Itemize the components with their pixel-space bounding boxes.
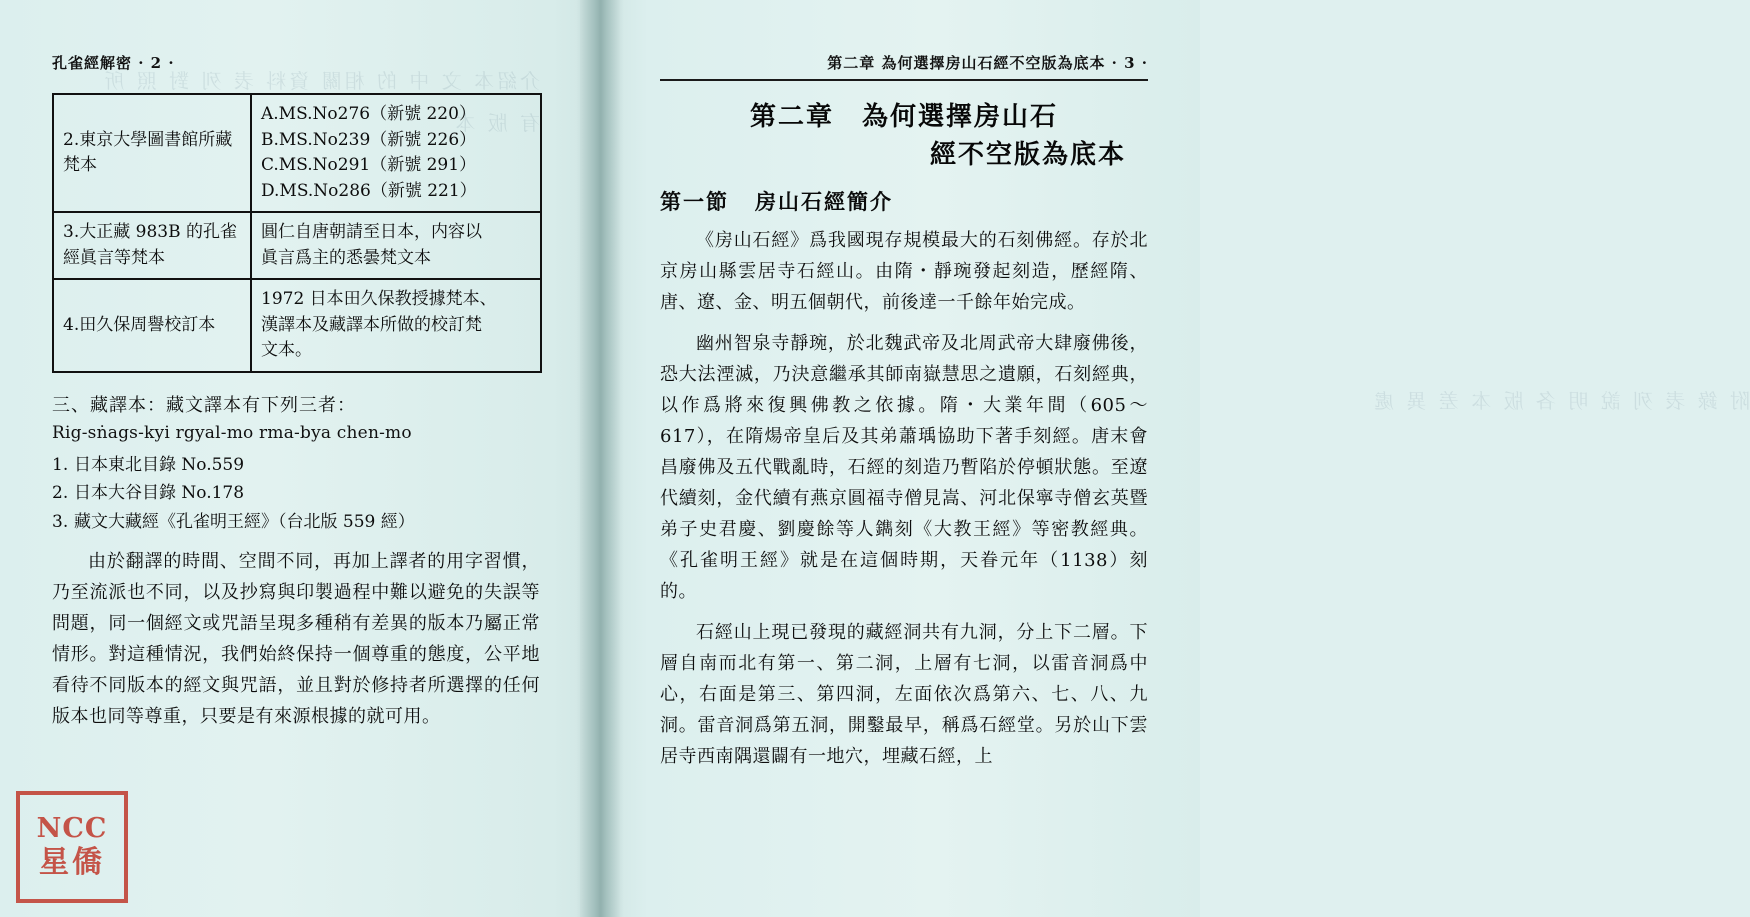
tibetan-section-title: 三、藏譯本：藏文譯本有下列三者： [52, 394, 356, 416]
table-row [53, 212, 541, 279]
content-line: C.MS.No291（新號 291） [261, 155, 477, 175]
list-item-label: 藏文大藏經《孔雀明王經》（台北版 559 經） [74, 512, 415, 533]
content-line: D.MS.No286（新號 221） [261, 180, 477, 201]
bleed-through-text-left: 介紹本 文 中 的 相關 資料 表 列 對 照 所 有 版 本 [101, 69, 540, 135]
left-page [0, 0, 580, 917]
stamp-bottom-text: 星僑 [39, 845, 105, 881]
content-line: 眞言爲主的悉曇梵文本 [261, 247, 431, 268]
list-item [52, 479, 540, 508]
content-line: 1972 日本田久保教授據梵本、 [261, 289, 497, 309]
content-line: 漢譯本及藏譯本所做的校訂梵 [261, 314, 482, 335]
right-page [620, 0, 1750, 917]
table-cell-content [251, 279, 541, 372]
table-row [53, 94, 541, 212]
list-item [52, 508, 540, 537]
chapter-title-line2: 經不空版為底本 [929, 139, 1126, 170]
row-label-text: 4.田久保周譽校訂本 [63, 314, 216, 335]
content-line: B.MS.No239（新號 226） [261, 129, 477, 150]
right-body-paragraph: 幽州智泉寺靜琬，於北魏武帝及北周武帝大肆廢佛後，恐大法湮滅，乃決意繼承其師南嶽慧思之遺願，石刻經典，以作爲將來復興佛教之依據。隋・大業年間（605〜617），在隋煬帝皇后及其弟蕭瑀協助下著手刻經。唐末會昌廢佛及五代戰亂時，石經的刻造乃暫陷於停頓狀態。至遼代續刻，金代續有燕京圓福寺僧見嵩、河北保寧寺僧玄英暨弟子史君慶、劉慶餘等人鐫刻《大教王經》等密教經典。《孔雀明王經》就是在這個時期，天眷元年（1138）刻的。 [660, 333, 1148, 602]
list-item-number: 1. [52, 454, 69, 475]
table-cell-label [53, 94, 251, 212]
table-row [53, 279, 541, 372]
library-stamp [16, 791, 128, 903]
table-cell-label [53, 279, 251, 372]
table-cell-content [251, 212, 541, 279]
chapter-title [660, 99, 1148, 174]
chapter-title-line1: 第二章 為何選擇房山石 [749, 102, 1058, 132]
table-cell-content [251, 94, 541, 212]
list-item [52, 451, 540, 480]
list-item-number: 2. [52, 483, 69, 504]
row-label-text: 3.大正藏 983B 的孔雀經眞言等梵本 [63, 222, 237, 268]
section-number: 第一節 [660, 189, 729, 215]
right-body-paragraph: 石經山上現已發現的藏經洞共有九洞，分上下二層。下層自南而北有第一、第二洞，上層有七洞，以雷音洞爲中心，右面是第三、第四洞，左面依次爲第六、七、八、九洞。雷音洞爲第五洞，開鑿最早，稱爲石經堂。另於山下雲居寺西南隅還闢有一地穴，埋藏石經，上 [660, 621, 1148, 767]
right-body-paragraph: 《房山石經》爲我國現存規模最大的石刻佛經。存於北京房山縣雲居寺石經山。由隋・靜琬發起刻造，歷經隋、唐、遼、金、明五個朝代，前後達一千餘年始完成。 [660, 230, 1148, 314]
content-line: 圓仁自唐朝請至日本，内容以 [261, 222, 482, 242]
manuscript-table [52, 93, 542, 373]
left-body-paragraph: 由於翻譯的時間、空間不同，再加上譯者的用字習慣，乃至流派也不同，以及抄寫與印製過程中難以避免的失誤等問題，同一個經文或咒語呈現多種稍有差異的版本乃屬正常情形。對這種情況，我們始終保持一個尊重的態度，公平地看待不同版本的經文與咒語，並且對於修持者所選擇的任何版本也同等尊重，只要是有來源根據的就可用。 [52, 551, 540, 727]
section-title-text: 房山石經簡介 [755, 189, 893, 215]
table-cell-label [53, 212, 251, 279]
right-running-head: 第二章 為何選擇房山石經不空版為底本 · 3 · [660, 52, 1148, 81]
romanized-title: Rig-sṅags-kyi rgyal-mo rma-bya chen-mo [52, 422, 412, 443]
book-gutter [580, 0, 620, 917]
list-item-label: 日本東北目錄 No.559 [74, 454, 245, 475]
section-heading [660, 186, 1148, 216]
row-label-text: 2.東京大學圖書館所藏梵本 [63, 129, 233, 175]
bleed-through-text-right: 附 錄 表 列 說 明 各 版 本 差 異 處 [1371, 389, 1750, 413]
content-line: A.MS.No276（新號 220） [261, 104, 476, 124]
left-running-head: 孔雀經解密 · 2 · [52, 54, 175, 72]
stamp-top-text: NCC [36, 813, 108, 845]
list-item-number: 3. [52, 512, 69, 533]
tibetan-source-list [52, 451, 540, 538]
content-line: 文本。 [261, 340, 312, 360]
list-item-label: 日本大谷目錄 No.178 [74, 483, 245, 504]
